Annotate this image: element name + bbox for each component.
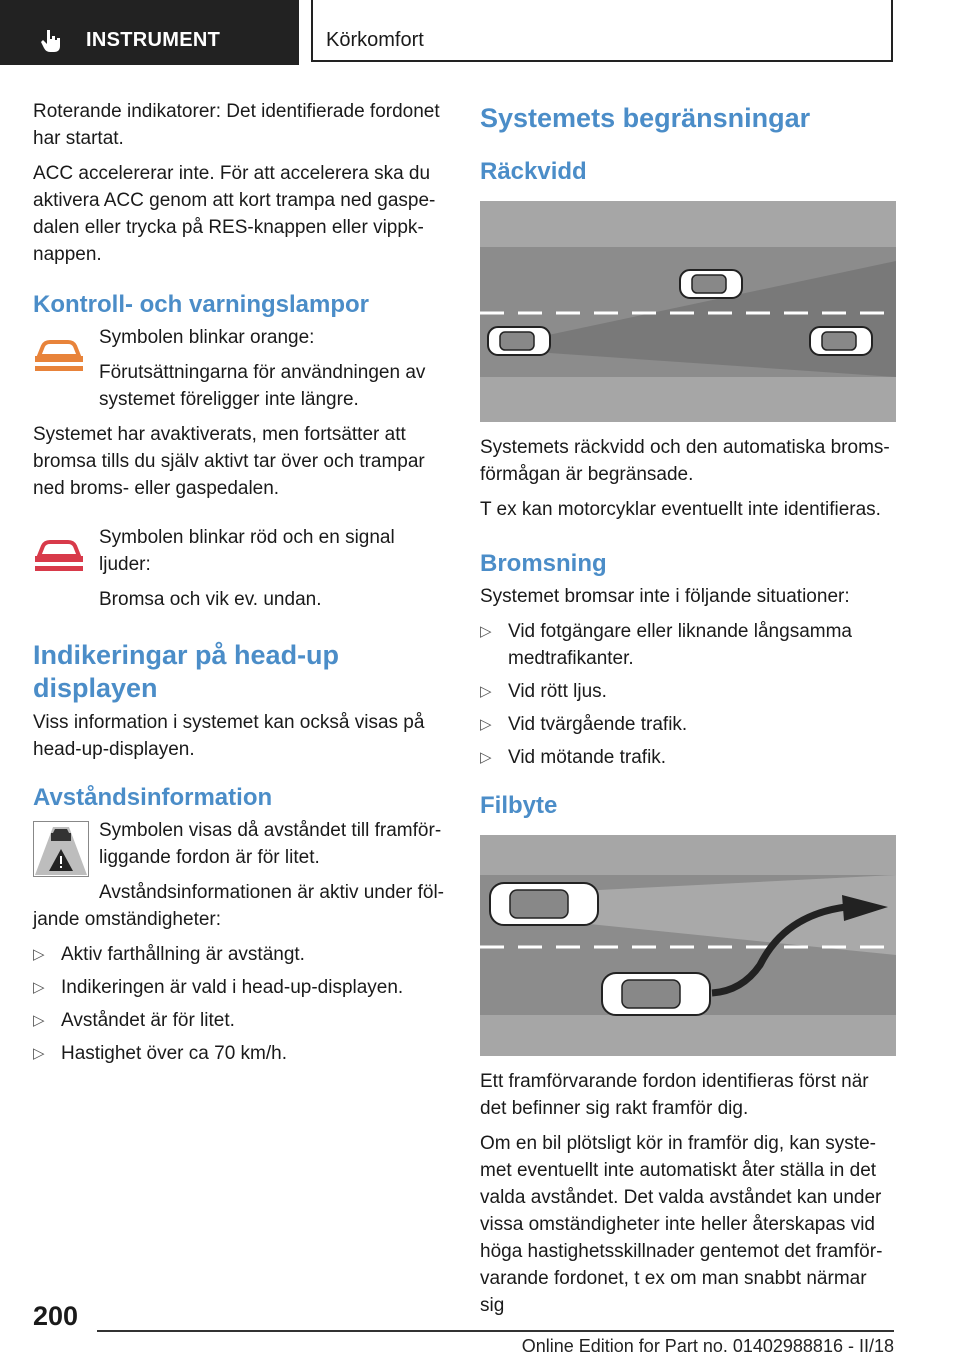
paragraph: Viss information i systemet kan också visas på head-up-displayen. (33, 712, 425, 760)
paragraph: Om en bil plötsligt kör in framför dig, kan systemet eventuellt inte automatiskt åter ställa in det valda avståndet. Det valda avståndet kan under vissa omständigheter inte heller återskapas vid höga hastighetsskillnader gentemot det framförvarande fordonet, t ex om man snabbt närmar sig (480, 1133, 883, 1316)
right-column (480, 98, 896, 1327)
heading-kontroll: Kontroll- och varningslampor (33, 291, 370, 318)
orange-warning-block (33, 324, 445, 413)
car-warning-orange-icon (33, 334, 85, 374)
page-number: 200 (33, 1301, 79, 1331)
paragraph: Systemets räckvidd och den automatiska bromsförmågan är begränsade. (480, 437, 890, 485)
section-label: INSTRUMENT (86, 29, 221, 51)
list-item: ▷ Indikeringen är vald i head-up-displayen. (33, 977, 404, 998)
own-car-icon (488, 327, 550, 355)
distance-conditions-list (33, 941, 445, 1067)
paragraph: T ex kan motorcyklar eventuellt inte identifieras. (480, 499, 881, 520)
left-column (33, 98, 445, 1073)
lane-change-diagram (480, 835, 896, 1056)
red-warning-block (33, 524, 445, 613)
footer-divider (97, 1330, 894, 1332)
braking-list (480, 618, 896, 771)
list-item: ▷ Vid mötande trafik. (480, 747, 667, 768)
lane-change-illustration (480, 835, 896, 1056)
distance-info-block (33, 817, 445, 871)
heading-indikeringar: Indikeringar på head-up displayen (33, 640, 340, 703)
paragraph: ACC accelererar inte. För att accelerera ska du aktivera ACC genom att kort trampa ned gaspedalen eller trycka på RES-knappen eller vippknappen. (33, 163, 436, 265)
chapter-title: Körkomfort (326, 29, 424, 51)
car-ahead-icon (490, 883, 598, 925)
heading-avstand: Avståndsinformation (33, 784, 273, 811)
orange-title: Symbolen blinkar orange: (99, 327, 315, 348)
footer-edition: Online Edition for Part no. 01402988816 - II/18 (521, 1336, 894, 1356)
heading-rackvidd: Räckvidd (480, 158, 587, 185)
orange-text: Förutsättningarna för användningen av systemet föreligger inte längre. (99, 362, 426, 410)
paragraph: Ett framförvarande fordon identifieras först när det befinner sig rakt framför dig. (480, 1071, 869, 1119)
heading-systemets: Systemets begränsningar (480, 103, 811, 133)
red-text: Bromsa och vik ev. undan. (99, 589, 322, 610)
car-ahead-icon (680, 270, 742, 298)
heading-filbyte: Filbyte (480, 792, 558, 819)
own-car-icon (602, 973, 710, 1015)
range-diagram (480, 201, 896, 422)
list-item: ▷ Hastighet över ca 70 km/h. (33, 1043, 287, 1064)
chapter-header (311, 0, 893, 62)
distance-text-2: Avståndsinformationen är aktiv under följande omständigheter: (33, 882, 444, 930)
hand-icon (38, 28, 64, 54)
paragraph: Systemet bromsar inte i följande situationer: (480, 586, 850, 607)
paragraph: Roterande indikatorer: Det identifierade fordonet har startat. (33, 101, 440, 149)
list-item: ▷ Aktiv farthållning är avstängt. (33, 944, 305, 965)
list-item: ▷ Avståndet är för litet. (33, 1010, 235, 1031)
car-warning-red-icon (33, 534, 85, 574)
list-item: ▷ Vid tvärgående trafik. (480, 714, 688, 735)
distance-warning-icon (33, 821, 89, 877)
list-item: ▷ Vid fotgängare eller liknande långsamma medtrafikanter. (480, 621, 852, 669)
distance-text: Symbolen visas då avståndet till framförliggande fordon är för litet. (99, 820, 442, 868)
range-illustration (480, 201, 896, 422)
list-item: ▷ Vid rött ljus. (480, 681, 607, 702)
far-car-icon (810, 327, 872, 355)
red-title: Symbolen blinkar röd och en signal ljuder: (99, 527, 395, 575)
paragraph: Systemet har avaktiverats, men fortsätter att bromsa tills du själv aktivt tar över och trampar ned broms- eller gaspedalen. (33, 424, 425, 499)
section-tab[interactable] (0, 0, 299, 65)
heading-bromsning: Bromsning (480, 550, 607, 577)
